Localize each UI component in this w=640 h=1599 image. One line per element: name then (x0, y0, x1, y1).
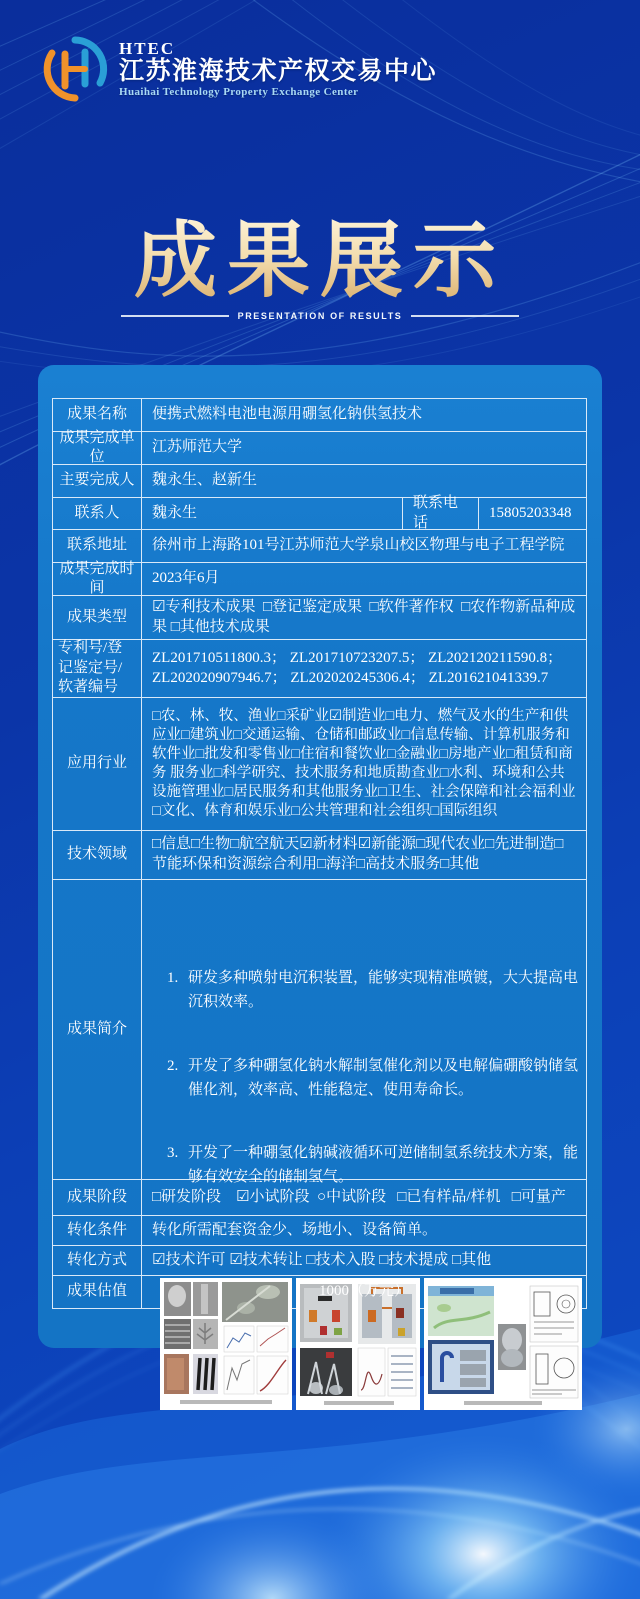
achievement-card (38, 365, 602, 1348)
checkbox-group-fields: □信息□生物□航空航天☑新材料☑新能源□现代农业□先进制造□节能环保和资源综合利用□海洋□高技术服务□其他 (152, 836, 564, 872)
table-row-method (53, 1246, 586, 1276)
org-name-en: Huaihai Technology Property Exchange Center (119, 85, 359, 98)
logo-abbr: HTEC (119, 38, 176, 58)
checkbox-group-stage: □研发阶段 ☑小试阶段 ○中试阶段 □已有样品/样机 □可量产 (152, 1188, 566, 1205)
row-label: 专利号/登记鉴定号/软著编号 (53, 640, 142, 697)
row-label: 成果名称 (53, 399, 142, 431)
row-label: 技术领域 (53, 831, 142, 879)
checkbox-group-industries: □农、林、牧、渔业□采矿业☑制造业□电力、燃气及水的生产和供应业□建筑业□交通运输、仓储和邮政业□信息传输、计算机服务和软件业□批发和零售业□住宿和餐饮业□金融业□房地产业□租赁和商务 服务业□科学研究、技术服务和地质勘查业□水利、环境和公共设施管理业□居民服务和其他服务业□卫生、社会保障和社会福利业□文化、体育和娱乐业□公共管理和社会组织□国际组织 (152, 707, 576, 820)
table-row-type (53, 596, 586, 640)
subtitle-line-right (411, 315, 519, 317)
achievement-table (52, 398, 587, 1309)
table-row-valuation (53, 1276, 586, 1308)
banner-subtitle-row (0, 311, 640, 321)
table-row-stage (53, 1180, 586, 1216)
contact-name: 魏永生 (142, 498, 403, 529)
page-title: 成果展示 (0, 216, 640, 307)
row-label: 成果阶段 (53, 1180, 142, 1215)
intro-item: 2. 开发了多种硼氢化钠水解制氢催化剂以及电解偏硼酸钠储氢催化剂，效率高、性能稳定、使用寿命长。 (182, 1054, 582, 1102)
patent-numbers: ZL201710511800.3； ZL201710723207.5； ZL202120211590.8； ZL202020907946.7； ZL202020245306.4； ZL201621041339.7 (152, 649, 566, 686)
phone-number: 15805203348 (489, 504, 572, 521)
header-logo (40, 34, 437, 104)
htec-logo-icon (40, 34, 110, 104)
table-row-people (53, 465, 586, 498)
row-value: 魏永生、赵新生 (152, 472, 258, 489)
table-row-fields (53, 831, 586, 880)
row-value: 江苏师范大学 (152, 439, 243, 456)
subtitle-line-left (121, 315, 229, 317)
checkbox-group-method: ☑技术许可 ☑技术转让 □技术入股 □技术提成 □其他 (152, 1251, 492, 1268)
phone-label: 联系电话 (403, 498, 479, 529)
table-row-address (53, 530, 586, 563)
org-name-cn: 江苏淮海技术产权交易中心 (119, 57, 438, 85)
row-value: 2023年6月 (152, 570, 220, 587)
row-label: 应用行业 (53, 698, 142, 830)
row-label: 联系人 (53, 498, 142, 529)
table-row-date (53, 560, 586, 596)
table-row-name (53, 399, 586, 432)
row-label: 成果估值 (53, 1276, 142, 1308)
row-value: 便携式燃料电池电源用硼氢化钠供氢技术 (152, 406, 423, 423)
table-row-industries (53, 698, 586, 831)
checkbox-group-type: ☑专利技术成果 □登记鉴定成果 □软件著作权 □农作物新品种成果 □其他技术成果 (152, 598, 576, 635)
table-row-conditions (53, 1216, 586, 1246)
page-subtitle: PRESENTATION OF RESULTS (237, 311, 403, 322)
row-label: 联系地址 (53, 530, 142, 562)
intro-content (142, 880, 592, 1186)
row-label: 成果完成单位 (53, 432, 142, 464)
table-row-intro (53, 880, 586, 1186)
table-row-org (53, 429, 586, 465)
intro-item: 3. 开发了一种硼氢化钠碱液循环可逆储制氢系统技术方案，能够有效安全的储制氢气。 (182, 1141, 582, 1189)
row-label: 成果完成时间 (53, 563, 142, 595)
table-row-contact (53, 494, 586, 531)
row-value: 徐州市上海路101号江苏师范大学泉山校区物理与电子工程学院 (152, 537, 565, 554)
row-label: 成果类型 (53, 596, 142, 639)
valuation-value: 1000（万元） (318, 1283, 409, 1300)
row-label: 成果简介 (53, 880, 142, 1179)
row-label: 主要完成人 (53, 465, 142, 497)
row-value: 转化所需配套资金少、场地小、设备简单。 (152, 1221, 438, 1238)
row-label: 转化条件 (53, 1216, 142, 1245)
intro-item: 1. 研发多种喷射电沉积装置，能够实现精准喷镀，大大提高电沉积效率。 (182, 966, 582, 1014)
row-label: 转化方式 (53, 1246, 142, 1275)
banner (0, 216, 640, 321)
table-row-patents (53, 640, 586, 698)
